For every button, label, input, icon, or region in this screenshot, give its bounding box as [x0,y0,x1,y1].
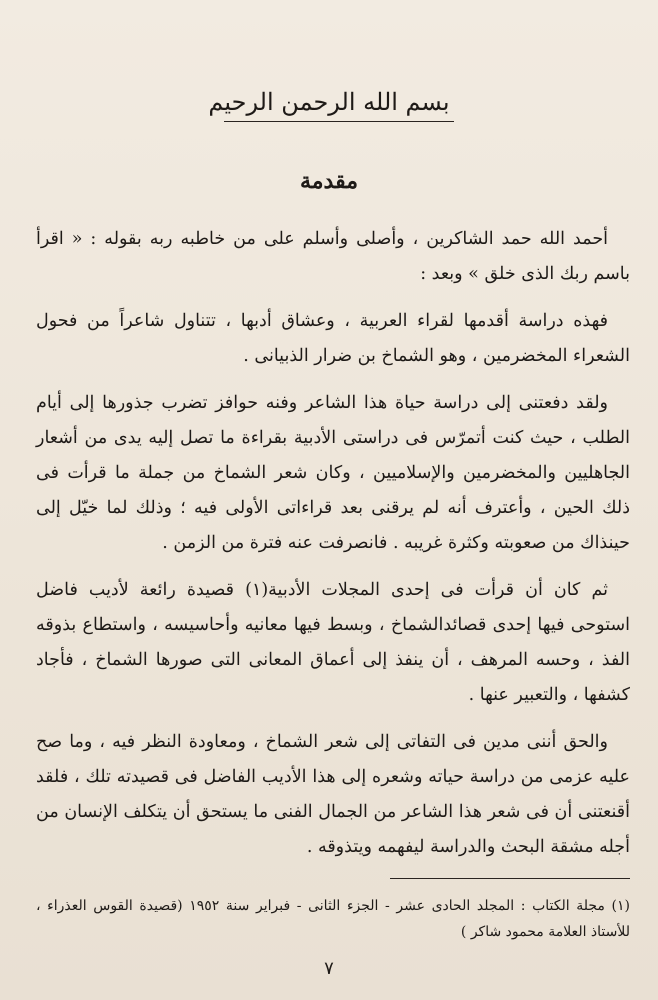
paragraph-3: ولقد دفعتنى إلى دراسة حياة هذا الشاعر وفنه حوافز تضرب جذورها إلى أيام الطلب ، حيث كنت أتمرّس فى دراستى الأدبية بقراءة ما تصل إليه يدى من أشعار الجاهليين والمخضرمين والإسلاميين ، وكان شعر الشماخ من جملة ما قرأت فى ذلك الحين ، وأعترف أنه لم يرقنى بعد قراءاتى الأولى فيه ؛ وذلك لما خيّل إلى حينذاك من صعوبته وكثرة غريبه . فانصرفت عنه فترة من الزمن . [36,393,630,553]
paragraph-4: ثم كان أن قرأت فى إحدى المجلات الأدبية(١) قصيدة رائعة لأديب فاضل استوحى فيها إحدى قصائدالشماخ ، وبسط فيها معانيه وأحاسيسه ، واستطاع بذوقه الفذ ، وحسه المرهف ، أن ينفذ إلى أعماق المعانى التى صورها الشماخ ، فأجاد كشفها ، والتعبير عنها . [36,580,630,705]
body-text [36,222,630,877]
paragraph-5: والحق أننى مدين فى التفاتى إلى شعر الشماخ ، ومعاودة النظر فيه ، وما صح عليه عزمى من دراسة حياته وشعره إلى هذا الأديب الفاضل فى قصيدته تلك ، فلقد أقنعتنى أن فى شعر هذا الشاعر من الجمال الفنى ما يستحق أن يتكلف الإنسان من أجله مشقة البحث والدراسة ليفهمه ويتذوقه . [36,732,630,857]
footnote-separator [390,878,630,879]
page-heading: مقدمة [299,168,359,194]
paragraph-2: فهذه دراسة أقدمها لقراء العربية ، وعشاق أدبها ، تتناول شاعراً من فحول الشعراء المخضرمين ، وهو الشماخ بن ضرار الذبيانى . [36,311,630,366]
footnote: (١) مجلة الكتاب : المجلد الحادى عشر - الجزء الثانى - فبراير سنة ١٩٥٢ (قصيدة القوس العذراء ، للأستاذ العلامة محمود شاكر ) [36,898,630,940]
basmala: بسم الله الرحمن الرحيم [208,88,450,116]
paragraph-1: أحمد الله حمد الشاكرين ، وأصلى وأسلم على من خاطبه ربه بقوله : « اقرأ باسم ربك الذى خلق » وبعد : [36,229,630,284]
page-number: ٧ [324,958,334,979]
basmala-underline [224,121,454,122]
